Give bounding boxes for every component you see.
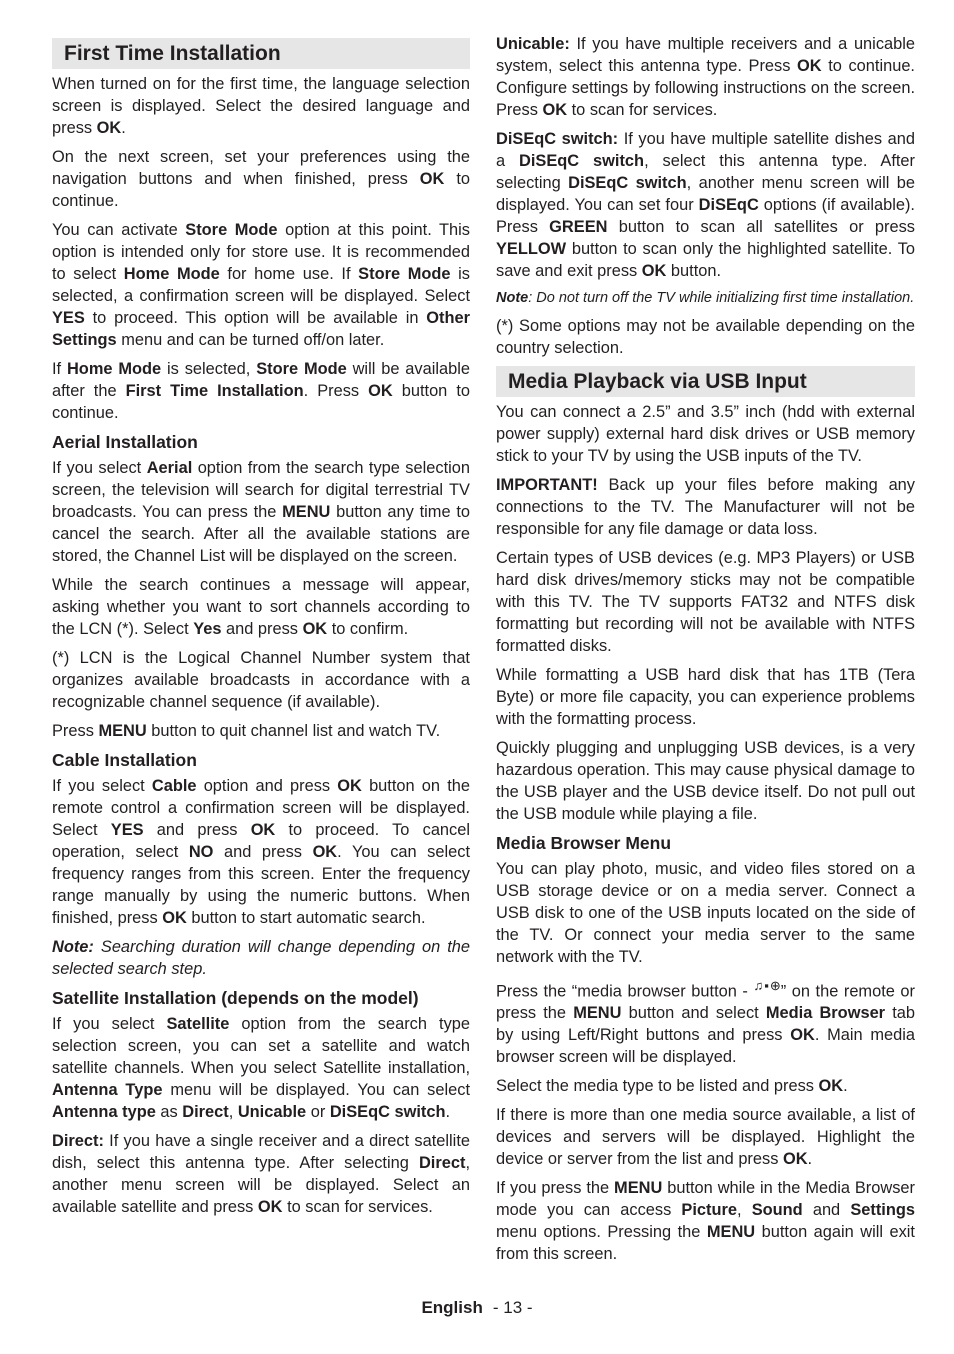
paragraph: You can play photo, music, and video files stored on a USB storage device or on a media server. Connect a USB disk to one of the USB inputs located on the side of the TV. Or connect your media server to the same network with the TV. (496, 860, 915, 966)
paragraph: If you select Satellite option from the search type selection screen, you can set a satellite and watch satellite channels. When you select Satellite installation, Antenna Type menu will be displayed. You can select Antenna type as Direct, Unicable or DiSEqC switch. (52, 1015, 471, 1121)
paragraph: If you press the MENU button while in the Media Browser mode you can access Picture, Sound and Settings menu options. Pressing the MENU button again will exit from this screen. (496, 1179, 915, 1264)
paragraph: If you select Aerial option from the search type selection screen, the television will search for digital terrestrial TV broadcasts. You can press the MENU button any time to cancel the search. After all the available stations are stored, the Channel List will be displayed on the screen. (52, 459, 470, 565)
paragraph: While formatting a USB hard disk that has 1TB (Tera Byte) or more file capacity, you can experience problems with the formatting process. (496, 666, 915, 728)
section-title-media-playback: Media Playback via USB Input (496, 366, 915, 397)
paragraph: Select the media type to be listed and press OK. (496, 1077, 848, 1096)
left-column (52, 38, 470, 1225)
page-number: - 13 - (492, 1298, 533, 1317)
media-browser-button-icon: ♫▪⊕ (753, 978, 781, 993)
page-footer (0, 1298, 954, 1318)
paragraph: You can activate Store Mode option at this point. This option is intended only for store use. It is recommended to select Home Mode for home use. If Store Mode is selected, a confirmation screen will be displayed. Select YES to proceed. This option will be available in Other Settings menu and can be turned off/on later. (52, 221, 470, 349)
paragraph: Quickly plugging and unplugging USB devices, is a very hazardous operation. This may cause physical damage to the USB player and the USB device itself. Do not pull out the USB module while playing a file. (496, 739, 915, 823)
paragraph: (*) LCN is the Logical Channel Number system that organizes available broadcasts in accordance with a recognizable channel sequence (if available). (52, 649, 470, 711)
paragraph: If there is more than one media source available, a list of devices and servers will be displayed. Highlight the device or server from the list and press OK. (496, 1106, 915, 1169)
paragraph: DiSEqC switch: If you have multiple satellite dishes and a DiSEqC switch, select this antenna type. After selecting DiSEqC switch, another menu screen will be displayed. You can set four DiSEqC options (if available). Press GREEN button to scan all satellites or press YELLOW button to scan only the highlighted satellite. To save and exit press OK button. (496, 130, 916, 280)
paragraph: Certain types of USB devices (e.g. MP3 Players) or USB hard disk drives/memory sticks may not be compatible with this TV. The TV supports FAT32 and NTFS disk formatting but recording will not be available with NTFS formatted disks. (496, 549, 915, 655)
paragraph: On the next screen, set your preferences using the navigation buttons and when finished, press OK to continue. (52, 148, 470, 210)
subheading-satellite: Satellite Installation (depends on the model) (52, 988, 419, 1008)
paragraph: Unicable: If you have multiple receivers and a unicable system, select this antenna type. Press OK to continue. Configure settings by following instructions on the screen. Press OK to scan for services. (496, 35, 915, 119)
subheading-aerial: Aerial Installation (52, 432, 198, 452)
subheading-cable: Cable Installation (52, 750, 197, 770)
paragraph: IMPORTANT! Back up your files before making any connections to the TV. The Manufacturer will not be responsible for any file damage or data loss. (496, 476, 915, 538)
paragraph: If you select Cable option and press OK button on the remote control a confirmation screen will be displayed. Select YES and press OK to proceed. To cancel operation, select NO and press OK. You can select frequency ranges from this screen. Enter the frequency range manually by using the numeric buttons. When finished, press OK button to start automatic search. (52, 777, 471, 927)
paragraph: If Home Mode is selected, Store Mode will be available after the First Time Installation. Press OK button to continue. (52, 360, 470, 422)
paragraph: Press MENU button to quit channel list and watch TV. (52, 722, 441, 740)
right-column (496, 33, 915, 1272)
note: Note: Searching duration will change depending on the selected search step. (52, 938, 470, 978)
paragraph: (*) Some options may not be available depending on the country selection. (496, 317, 915, 357)
paragraph: While the search continues a message will appear, asking whether you want to sort channels according to the LCN (*). Select Yes and press OK to confirm. (52, 576, 470, 638)
footer-language: English (421, 1298, 483, 1317)
note: Note: Do not turn off the TV while initializing first time installation. (496, 290, 915, 306)
section-title-first-time-installation: First Time Installation (52, 38, 470, 69)
paragraph: When turned on for the first time, the language selection screen is displayed. Select the desired language and press OK. (52, 75, 470, 137)
paragraph: Direct: If you have a single receiver and a direct satellite dish, select this antenna type. After selecting Direct, another menu screen will be displayed. Select an available satellite and press OK to scan for services. (52, 1132, 470, 1216)
paragraph: Press the “media browser button - ♫▪⊕” on the remote or press the MENU button and select Media Browser tab by using Left/Right buttons and press OK. Main media browser screen will be displayed. (496, 978, 916, 1067)
subheading-media-browser: Media Browser Menu (496, 833, 672, 853)
paragraph: You can connect a 2.5” and 3.5” inch (hdd with external power supply) external hard disk drives or USB memory stick to your TV by using the USB inputs of the TV. (496, 403, 915, 465)
